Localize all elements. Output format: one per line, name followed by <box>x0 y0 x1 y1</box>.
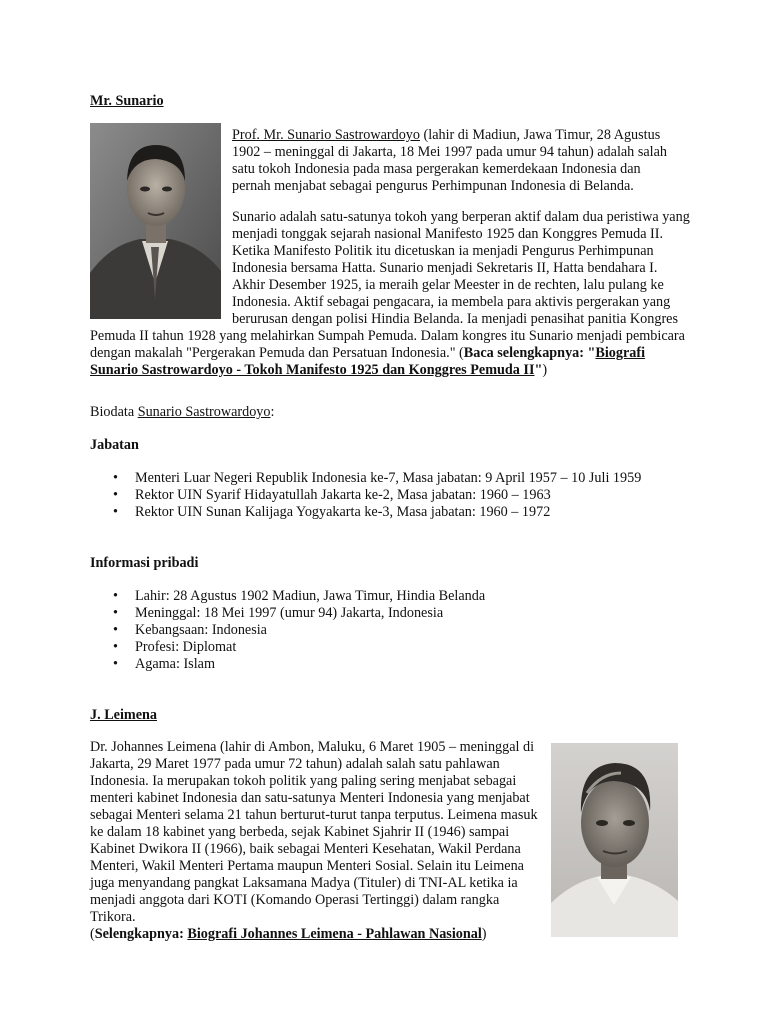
text-line: Indonesia bersama Hatta. Sunario menjadi Sekretaris II, Hatta bendahara I. <box>232 260 658 276</box>
biodata-line <box>90 404 274 421</box>
biodata-label: Biodata <box>90 404 138 420</box>
text-line: Dr. Johannes Leimena (lahir di Ambon, Maluku, 6 Maret 1905 – meninggal di <box>90 739 535 755</box>
intro-text: (lahir di Madiun, Jawa Timur, 28 Agustus 1902 – meninggal di Jakarta, 18 Mei 1997 pada umur 94 tahun) adalah salah satu tokoh Indonesia pada masa pergerakan kemerdekaan Indonesia dan pernah menjabat sebagai pengurus Perhimpunan Indonesia di Belanda. <box>232 127 667 194</box>
more-link[interactable]: Biografi Johannes Leimena - Pahlawan Nasional <box>187 926 482 942</box>
text-line: Menteri, Wakil Menteri Pertama maupun Menteri Sosial. Selain itu Leimena <box>90 858 524 874</box>
info-heading: Informasi pribadi <box>90 555 199 571</box>
text-line <box>90 345 690 362</box>
leimena-photo <box>551 743 678 937</box>
list-item: • Kebangsaan: Indonesia <box>90 622 485 639</box>
jabatan-heading: Jabatan <box>90 437 139 453</box>
more-prefix: Selengkapnya: <box>94 926 188 942</box>
info-list <box>90 588 485 673</box>
text-line: Indonesia. Aktif sebagai pengacara, ia membela para aktivis pergerakan yang <box>232 294 671 310</box>
text-line: ke dalam 18 kabinet yang berbeda, sejak Kabinet Sjahrir II (1946) sampai <box>90 824 510 840</box>
text-line: Sunario adalah satu-satunya tokoh yang berperan aktif dalam dua peristiwa yang <box>232 209 690 225</box>
list-item: • Rektor UIN Sunan Kalijaga Yogyakarta ke-3, Masa jabatan: 1960 – 1972 <box>90 504 641 521</box>
text-line: berurusan dengan polisi Hindia Belanda. Ia menjadi penasihat panitia Kongres <box>232 311 678 327</box>
text-line <box>90 362 690 379</box>
text-line: juga menyandang pangkat Laksamana Madya (Tituler) di TNI-AL ketika ia <box>90 875 518 891</box>
close-paren: ) <box>542 362 548 378</box>
text-line: menteri kabinet Indonesia dan satu-satunya Menteri Indonesia yang menjabat <box>90 790 530 806</box>
sunario-paragraph-2 <box>232 209 692 328</box>
text-line: menjadi anggota dari KOTI (Komando Operasi Tertinggi) dalam rangka Trikora. <box>90 892 500 925</box>
text-line: Kabinet Dwikora II (1966), baik sebagai Menteri Kesehatan, Wakil Perdana <box>90 841 521 857</box>
sunario-intro-paragraph <box>232 127 672 195</box>
list-item: • Profesi: Diplomat <box>90 639 485 656</box>
read-more-suffix: " <box>534 362 543 378</box>
list-item: • Rektor UIN Syarif Hidayatullah Jakarta ke-2, Masa jabatan: 1960 – 1963 <box>90 487 641 504</box>
close-paren: ) <box>481 926 487 942</box>
heading-text: J. Leimena <box>90 707 157 723</box>
sunario-photo <box>90 123 221 319</box>
text-line: sebagai Menteri selama 21 tahun berturut-turut tanpa terputus. Leimena masuk <box>90 807 538 823</box>
read-more-link-continued[interactable]: Sunario Sastrowardoyo - Tokoh Manifesto 1925 dan Konggres Pemuda II <box>90 362 535 378</box>
heading-text: Mr. Sunario <box>90 93 164 109</box>
read-more-prefix: Baca selengkapnya: " <box>463 345 596 361</box>
text-line: menjadi tonggak sejarah nasional Manifesto 1925 dan Konggres Pemuda II. <box>232 226 664 242</box>
biodata-name-link[interactable]: Sunario Sastrowardoyo <box>137 404 271 420</box>
read-more-link[interactable]: Biografi <box>595 345 646 361</box>
section-heading-sunario <box>90 93 164 110</box>
list-item: • Agama: Islam <box>90 656 485 673</box>
list-item: • Menteri Luar Negeri Republik Indonesia ke-7, Masa jabatan: 9 April 1957 – 10 Juli 1959 <box>90 470 641 487</box>
sunario-paragraph-2-continued <box>90 328 690 379</box>
text-segment: dengan makalah "Pergerakan Pemuda dan Persatuan Indonesia." ( <box>90 345 464 361</box>
text-line: Indonesia. Ia merupakan tokoh politik yang paling sering menjabat sebagai <box>90 773 517 789</box>
list-item: • Lahir: 28 Agustus 1902 Madiun, Jawa Timur, Hindia Belanda <box>90 588 485 605</box>
section-heading-leimena <box>90 707 157 724</box>
text-line <box>90 926 545 943</box>
leimena-paragraph <box>90 739 545 943</box>
jabatan-list <box>90 470 641 521</box>
text-line: Akhir Desember 1925, ia meraih gelar Meester in de rechten, lalu pulang ke <box>232 277 664 293</box>
list-item: • Meninggal: 18 Mei 1997 (umur 94) Jakarta, Indonesia <box>90 605 485 622</box>
text-line: Pemuda II tahun 1928 yang melahirkan Sumpah Pemuda. Dalam kongres itu Sunario menjadi pembicara <box>90 328 685 344</box>
portrait-photo-icon <box>90 123 221 319</box>
text-line: Ketika Manifesto Politik itu dicetuskan ia menjadi Pengurus Perhimpunan <box>232 243 654 259</box>
open-paren: ( <box>90 926 95 942</box>
biodata-colon: : <box>270 404 275 420</box>
sunario-name-link[interactable]: Prof. Mr. Sunario Sastrowardoyo <box>232 127 420 143</box>
portrait-photo-icon <box>551 743 678 937</box>
text-line: Jakarta, 29 Maret 1977 pada umur 72 tahun) adalah salah satu pahlawan <box>90 756 500 772</box>
